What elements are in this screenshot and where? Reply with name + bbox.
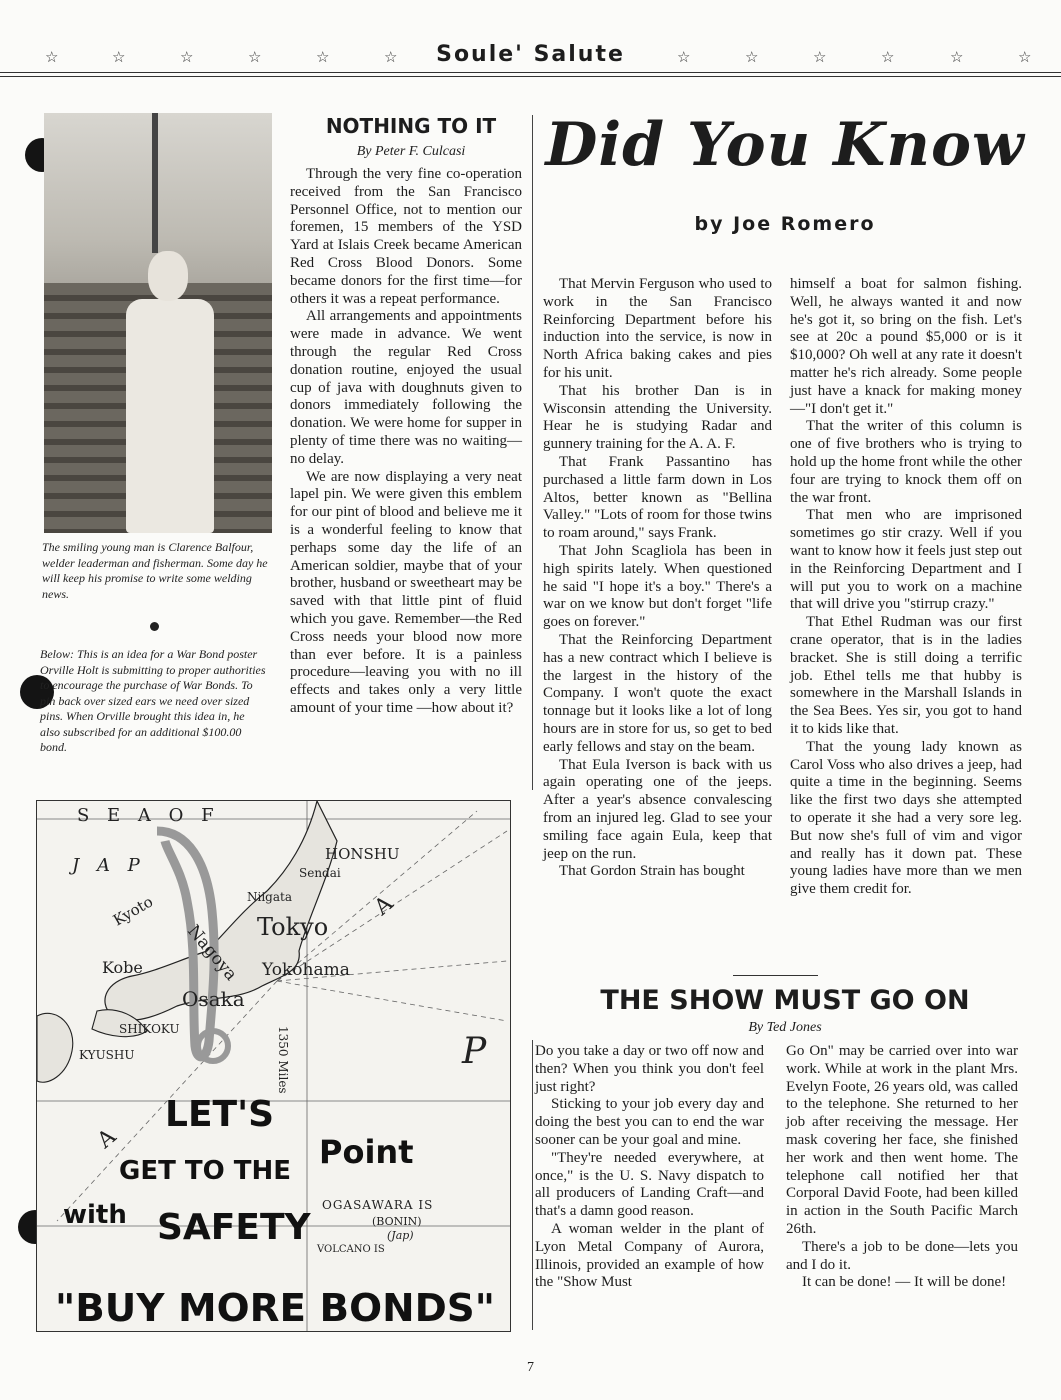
map-label: VOLCANO IS	[317, 1244, 385, 1255]
map-label: Kyoto	[110, 892, 157, 930]
paragraph: That Frank Passantino has purchased a little farm down in Los Altos, better known as "Bellina Valley." "Lots of room for those twins to roam around," says Frank.	[543, 453, 772, 542]
masthead-rule	[0, 76, 1061, 77]
paragraph: That Gordon Strain has bought	[559, 863, 745, 880]
article-body	[790, 276, 1022, 899]
map-label: KYUSHU	[79, 1048, 135, 1062]
article-byline: By Ted Jones	[748, 1020, 822, 1035]
star-icon: ☆	[248, 50, 262, 66]
page-number: 7	[527, 1360, 534, 1375]
map-label: Niigata	[247, 890, 292, 904]
paragraph: himself a boat for salmon fishing. Well, he always wanted it and now he's got it, so bring on the fish. Let's see at 20c a pound $5,000 or is it $10,000? Oh well at any rate it doesn't matter he's rich already. Some people just have a knack for making money —"I don't get it."	[790, 276, 1022, 417]
section-divider	[733, 975, 818, 976]
kyushu-island	[37, 1013, 73, 1082]
article-body	[290, 166, 522, 718]
map-label: Nagoya	[183, 921, 241, 985]
map-label: Osaka	[182, 987, 245, 1011]
paragraph: That John Scagliola has been in high spirits lately. When questioned he said "I hope it's a boy." There's a war on we know but don't forget "life goes on forever."	[543, 542, 772, 631]
bullet-dot	[150, 622, 159, 631]
article-body	[535, 1043, 764, 1292]
paragraph: That the writer of this column is one of five brothers who is trying to hold up the home front while the other four are trying to knock them off on the war front.	[790, 418, 1022, 506]
paragraph: That Eula Iverson is back with us again operating one of the jeeps. After a year's absence convalescing from an injured leg. Glad to see your smiling face again Eula, keep that jeep on the run.	[543, 756, 772, 862]
star-icon: ☆	[316, 50, 330, 66]
star-icon: ☆	[745, 50, 759, 66]
map-label: SHIKOKU	[119, 1022, 180, 1036]
paragraph: That his brother Dan is in Wisconsin attending the University. Hear he is studying Radar and gunnery training for the A. A. F.	[543, 382, 772, 453]
star-icon: ☆	[1018, 50, 1032, 66]
masthead-rule	[0, 72, 1061, 73]
map-label: S E A O F	[77, 805, 220, 826]
paragraph: We are now displaying a very neat lapel pin. We were given this emblem for our pint of blood and believe me it is a wonderful feeling to know that perhaps some day the life of an American soldier, maybe that of your brother, husband or sweetheart may be saved with that little pint of fluid which you gave. Remember—the Red Cross needs your blood now more than ever before. It is a painless procedure—leaving you with no ill effects and takes only a very little amount of your time —how about it?	[290, 468, 522, 716]
paragraph: That men who are imprisoned sometimes go stir crazy. Well if you want to know how it feels just step out in the Reinforcing Department and I will put you to work on a machine that will drive you "stirrup crazy."	[790, 507, 1022, 613]
publication-title: Soule' Salute	[436, 42, 625, 67]
slogan-buy-more-bonds: "BUY MORE BONDS"	[55, 1286, 495, 1330]
star-icon: ☆	[813, 50, 827, 66]
photo-caption: The smiling young man is Clarence Balfour, welder leaderman and fisherman. Some day he will keep his promise to write some welding news.	[42, 540, 268, 601]
map-label: (Jap)	[387, 1229, 414, 1242]
slogan-safety: SAFETY	[157, 1207, 311, 1248]
article-body	[543, 276, 772, 881]
slogan-point: Point	[319, 1133, 414, 1171]
paragraph: There's a job to be done—lets you and I do it.	[786, 1238, 1018, 1273]
article-body	[786, 1043, 1018, 1292]
article-byline: by Joe Romero	[694, 213, 876, 235]
map-label: Kobe	[102, 958, 143, 977]
poster-caption: Below: This is an idea for a War Bond poster Orville Holt is submitting to proper authorities to encourage the purchase of War Bonds. To pin back over sized ears we need over sized pins. When Orville brought this idea in, he also subscribed for an additional $100.00 bond.	[40, 647, 266, 754]
poster-map-svg	[37, 801, 510, 1331]
article-headline: NOTHING TO IT	[325, 114, 497, 138]
slogan-get-to-the: GET TO THE	[119, 1156, 292, 1186]
paragraph: Go On" may be carried over into war work. While at work in the plant Mrs. Evelyn Foote, 26 years old, was called to the telephone. She returned to her job after receiving the message. Her mask covering her face, she finished her work and then went home. The telephone call notified her that Corporal David Foote, had been killed in action in the South Pacific March 26th.	[786, 1043, 1018, 1237]
star-icon: ☆	[950, 50, 964, 66]
route-line	[277, 981, 507, 1021]
paragraph: That the Reinforcing Department has a new contract which I believe is the largest in the history of the Company. I won't quote the exact tonnage but it looks like a lot of long hours are in store for us, so get to bed early fellows and stay on the beam.	[543, 631, 772, 755]
map-label: OGASAWARA IS	[322, 1198, 434, 1212]
article-byline: By Peter F. Culcasi	[356, 144, 466, 159]
column-rule	[532, 115, 533, 790]
star-icon: ☆	[112, 50, 126, 66]
paragraph: All arrangements and appointments were made in advance. We went through the regular Red Cross donation routine, enjoyed the usual cup of java with doughnuts given to donors immediately following the donation. We were home for supper in plenty of time there was no waiting—no delay.	[290, 308, 522, 467]
map-label: 1350 Miles	[276, 1026, 290, 1094]
map-label: Yokohama	[262, 960, 350, 980]
map-label: A	[369, 891, 399, 921]
star-icon: ☆	[45, 50, 59, 66]
map-label: Sendai	[299, 866, 341, 880]
paragraph: That Mervin Ferguson who used to work in the San Francisco Reinforcing Department before his induction into the service, is now in North Africa baking cakes and pies for his unit.	[543, 276, 772, 381]
star-icon: ☆	[384, 50, 398, 66]
paragraph: That Ethel Rudman was our first crane operator, that is in the ladies bracket. She is still doing a terrific job. Ethel tells me that hubby is somewhere in the Marshall Islands in the Sea Bees. Yes sir, you got to hand it to kids like that.	[790, 614, 1022, 737]
paragraph: That the young lady known as Carol Voss who also drives a jeep, had quite a time in the beginning. Seems like the first two days she attempted to operate it she had a very sore leg. But now she's full of vim and vigor and really has it down pat. These young ladies have more than we men give them credit for.	[790, 738, 1022, 898]
paragraph: Through the very fine co-operation received from the San Francisco Personnel Office, not to mention our foremen, 15 members of the YSD Yard at Islais Creek became American Red Cross Blood Donors. Some became donors for the first time—for others it was a repeat performance.	[290, 166, 522, 307]
photo-figure-head	[148, 251, 188, 301]
map-label: Tokyo	[257, 913, 329, 941]
article-headline-script: Did You Know	[545, 110, 1025, 180]
map-label: P	[462, 1031, 487, 1072]
map-label: A	[92, 1124, 122, 1154]
map-label: HONSHU	[325, 845, 400, 863]
paragraph: It can be done! — It will be done!	[802, 1274, 1007, 1291]
star-icon: ☆	[677, 50, 691, 66]
paragraph: "They're needed everywhere, at once," is the U. S. Navy dispatch to all producers of Landing Craft—and that's a damn good reason.	[535, 1149, 764, 1220]
photo-pole	[152, 113, 158, 253]
paragraph: A woman welder in the plant of Lyon Metal Company of Aurora, Illinois, provided an example of how the "Show Must	[535, 1220, 764, 1291]
paragraph: Do you take a day or two off now and then? When you think you don't feel just right?	[535, 1043, 764, 1095]
map-label: (BONIN)	[372, 1215, 422, 1228]
war-bond-poster	[36, 800, 511, 1332]
column-rule	[532, 1040, 533, 1330]
star-icon: ☆	[180, 50, 194, 66]
article-headline: THE SHOW MUST GO ON	[600, 985, 970, 1016]
star-icon: ☆	[881, 50, 895, 66]
slogan-with: with	[63, 1200, 127, 1230]
masthead	[0, 40, 1061, 74]
map-label: J A P	[72, 855, 146, 876]
photo-figure	[126, 299, 214, 533]
slogan-lets: LET'S	[165, 1094, 275, 1135]
paragraph: Sticking to your job every day and doing the best you can to end the war sooner can be your goal and mine.	[535, 1096, 764, 1148]
portrait-photo	[44, 113, 272, 533]
